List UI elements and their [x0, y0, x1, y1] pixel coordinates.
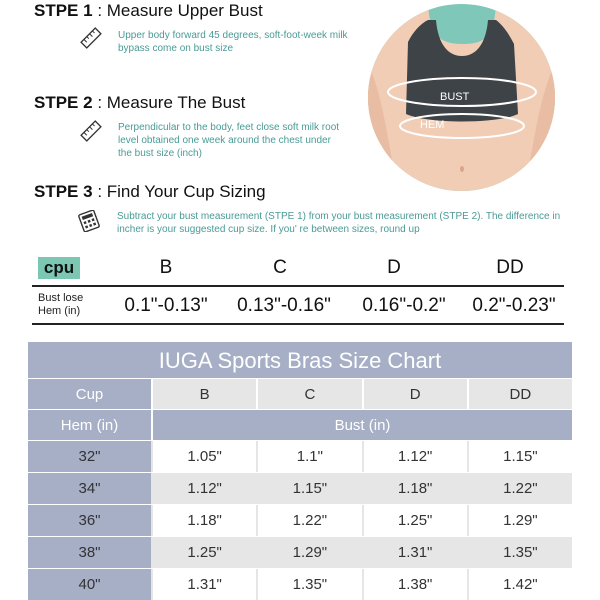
- bust-value: 1.12": [362, 441, 467, 472]
- step-1-heading: : Measure Upper Bust: [92, 1, 263, 20]
- bust-value: 1.42": [467, 569, 572, 600]
- size-chart-title: IUGA Sports Bras Size Chart: [28, 342, 572, 378]
- hem-value: 40": [28, 569, 151, 600]
- hem-value: 32": [28, 441, 151, 472]
- torso-figure: [368, 4, 555, 191]
- bust-value: 1.22": [467, 473, 572, 504]
- step-1-title: [34, 1, 263, 21]
- cup-value-c: 0.13"-0.16": [237, 295, 331, 316]
- cup-header-dd: DD: [496, 257, 524, 278]
- divider: [32, 323, 564, 325]
- bust-value: 1.31": [362, 537, 467, 568]
- cup-col-d: D: [362, 378, 467, 409]
- calculator-icon: [78, 210, 100, 232]
- bust-value: 1.18": [151, 505, 256, 536]
- bust-label: Bust (in): [151, 409, 572, 440]
- cup-header-b: B: [159, 257, 173, 278]
- bust-value: 1.15": [467, 441, 572, 472]
- cup-value-b: 0.1"-0.13": [124, 295, 208, 316]
- cup-row-label-line2: Hem (in): [38, 305, 81, 317]
- step-3-number: STPE 3: [34, 182, 93, 201]
- divider: [32, 285, 564, 287]
- step-3-description: Subtract your bust measurement (STPE 1) from your bust measurement (STPE 2). The difference in incher is your suggested cup size. If you' re between sizes, round up: [117, 211, 561, 235]
- size-chart-cup-row: [28, 378, 572, 409]
- cup-row-label: [38, 292, 83, 318]
- step-1-description: Upper body forward 45 degrees, soft-foot-week milk bypass come on bust size: [118, 30, 348, 54]
- bust-label: BUST: [440, 91, 470, 103]
- hem-value: 36": [28, 505, 151, 536]
- step-3-title: [34, 182, 266, 202]
- hem-label: Hem (in): [28, 409, 151, 440]
- bust-value: 1.29": [256, 537, 361, 568]
- ruler-icon: [80, 27, 102, 49]
- size-chart: [28, 342, 572, 600]
- cup-header-c: C: [273, 257, 287, 278]
- ruler-icon: [80, 120, 102, 142]
- cup-col-c: C: [256, 378, 361, 409]
- bust-value: 1.12": [151, 473, 256, 504]
- bust-value: 1.29": [467, 505, 572, 536]
- table-row: [28, 537, 572, 568]
- cup-header-d: D: [387, 257, 401, 278]
- step-3-heading: : Find Your Cup Sizing: [92, 182, 266, 201]
- bust-value: 1.05": [151, 441, 256, 472]
- hem-label: HEM: [420, 119, 445, 131]
- step-1-number: STPE 1: [34, 1, 93, 20]
- bust-value: 1.35": [256, 569, 361, 600]
- cup-row-label-line1: Bust lose: [38, 292, 84, 304]
- bust-value: 1.18": [362, 473, 467, 504]
- bust-value: 1.1": [256, 441, 361, 472]
- step-2-number: STPE 2: [34, 93, 93, 112]
- cup-difference-table: [32, 253, 564, 325]
- measurement-illustration: [368, 4, 555, 191]
- cup-value-d: 0.16"-0.2": [362, 295, 446, 316]
- step-2-title: [34, 93, 245, 113]
- bust-value: 1.25": [362, 505, 467, 536]
- bust-value: 1.38": [362, 569, 467, 600]
- table-row: [28, 473, 572, 504]
- step-2-description: Perpendicular to the body, feet close soft milk root level obtained one week around the chest under the bust size (inch): [118, 122, 340, 159]
- bust-value: 1.35": [467, 537, 572, 568]
- cup-badge: cpu: [38, 257, 80, 279]
- cup-label: Cup: [28, 378, 151, 409]
- hem-value: 38": [28, 537, 151, 568]
- bust-value: 1.22": [256, 505, 361, 536]
- bust-value: 1.25": [151, 537, 256, 568]
- table-row: [28, 505, 572, 536]
- table-row: [28, 569, 572, 600]
- table-row: [28, 441, 572, 472]
- cup-col-b: B: [151, 378, 256, 409]
- bust-value: 1.31": [151, 569, 256, 600]
- cup-col-dd: DD: [467, 378, 572, 409]
- hem-value: 34": [28, 473, 151, 504]
- step-2-heading: : Measure The Bust: [92, 93, 246, 112]
- size-chart-hem-row: [28, 409, 572, 440]
- cup-value-dd: 0.2"-0.23": [472, 295, 556, 316]
- bust-value: 1.15": [256, 473, 361, 504]
